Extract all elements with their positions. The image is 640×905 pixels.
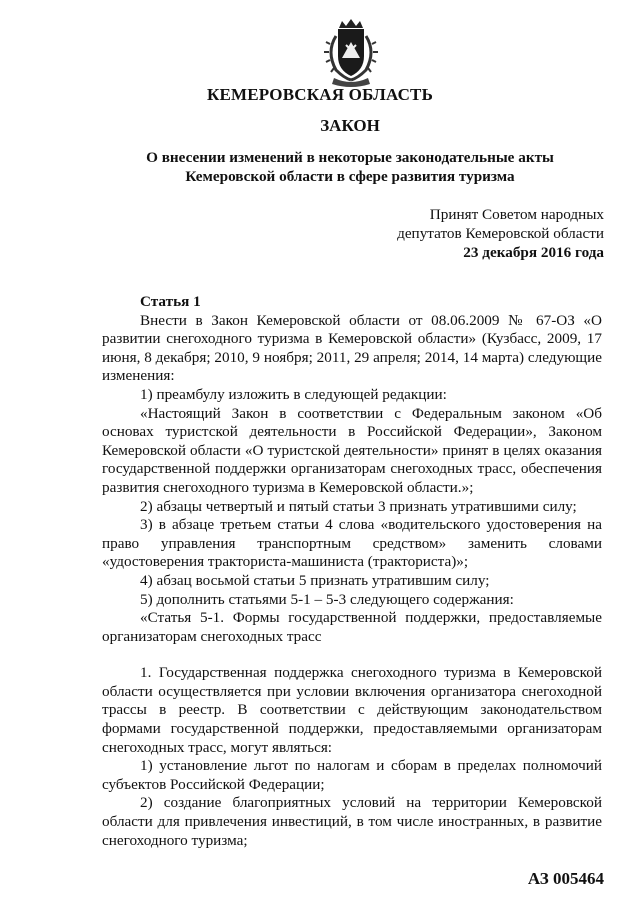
serial-number: АЗ 005464 xyxy=(527,869,604,888)
paragraph-gap xyxy=(102,646,602,664)
adoption-date: 23 декабря 2016 года xyxy=(463,244,604,261)
article-paragraph: 3) в абзаце третьем статьи 4 слова «водительского удостоверения на право управления транспортным средством» заменить словами «удостоверения тракториста-машиниста (тракториста)»; xyxy=(102,516,602,571)
article-paragraph: «Настоящий Закон в соответствии с Федеральным законом «Об основах туристской деятельности в Российской Федерации», Законом Кемеровской области «О туристской деятельности» принят в целях оказания государственной поддержки организаторам снегоходных трасс, обеспечения развития снегоходного туризма в Кемеровской области.»; xyxy=(102,404,602,496)
article-paragraph: 2) абзацы четвертый и пятый статьи 3 признать утратившими силу; xyxy=(140,497,577,515)
adoption-line-1: Принят Советом народных xyxy=(429,206,604,223)
article-paragraph: 1. Государственная поддержка снегоходного туризма в Кемеровской области осуществляется при условии включения организатора снегоходной трассы в реестр. В соответствии с действующим законодательством формами государственной поддержки, предоставляемыми организаторам снегоходных трасс, могут являться: xyxy=(102,664,602,756)
adoption-line-2: депутатов Кемеровской области xyxy=(397,225,604,242)
article-paragraph: Внести в Закон Кемеровской области от 08.06.2009 № 67-ОЗ «О развитии снегоходного туризма в Кемеровской области» (Кузбасс, 2009, 17 июня, 8 декабря; 2010, 9 ноября; 2011, 29 апреля; 2014, 14 марта) следующие изменения: xyxy=(102,311,602,385)
document-type-title: ЗАКОН xyxy=(320,116,380,135)
article-paragraph: 4) абзац восьмой статьи 5 признать утратившим силу; xyxy=(140,571,490,589)
article-body xyxy=(102,293,602,850)
article-paragraph: 5) дополнить статьями 5-1 – 5-3 следующего содержания: xyxy=(140,590,514,608)
article-heading: Статья 1 xyxy=(140,293,201,310)
coat-of-arms-emblem xyxy=(306,18,396,88)
article-paragraph: 1) установление льгот по налогам и сборам в пределах полномочий субъектов Российской Федерации; xyxy=(102,757,602,793)
region-title: КЕМЕРОВСКАЯ ОБЛАСТЬ xyxy=(206,85,434,104)
article-paragraph: 2) создание благоприятных условий на территории Кемеровской области для привлечения инвестиций, в том числе иностранных, в развитие снегоходного туризма; xyxy=(102,794,602,849)
article-paragraph: 1) преамбулу изложить в следующей редакции: xyxy=(140,385,447,403)
subtitle-line-1: О внесении изменений в некоторые законодательные акты xyxy=(146,149,554,166)
subtitle-line-2: Кемеровской области в сфере развития туризма xyxy=(185,168,515,185)
article-paragraph: «Статья 5-1. Формы государственной поддержки, предоставляемые организаторам снегоходных трасс xyxy=(102,609,602,645)
law-subtitle xyxy=(100,148,600,186)
adoption-block xyxy=(397,205,604,262)
